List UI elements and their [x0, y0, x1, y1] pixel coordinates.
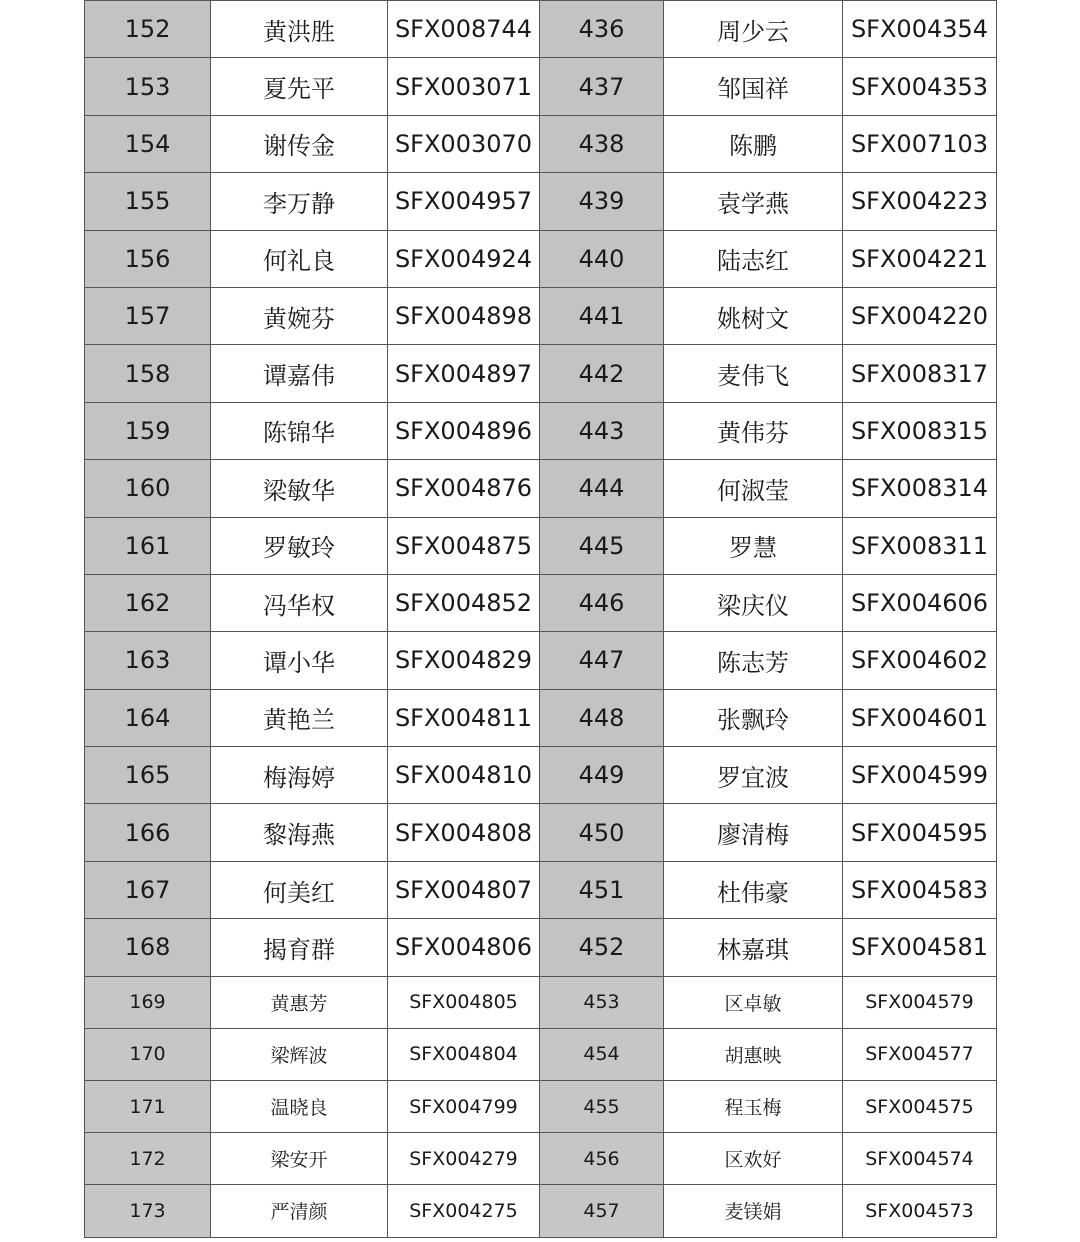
member-id-cell: SFX004804 — [388, 1028, 540, 1080]
member-id-cell: SFX004599 — [843, 747, 997, 804]
name-cell: 夏先平 — [211, 58, 388, 115]
seq-number-cell: 446 — [540, 574, 664, 631]
seq-number-cell: 167 — [85, 861, 211, 918]
name-cell: 何淑莹 — [664, 460, 843, 517]
seq-number-cell: 438 — [540, 115, 664, 172]
seq-number-cell: 158 — [85, 345, 211, 402]
seq-number-cell: 172 — [85, 1133, 211, 1185]
seq-number-cell: 441 — [540, 287, 664, 344]
name-cell: 程玉梅 — [664, 1081, 843, 1133]
table-row — [85, 287, 997, 344]
member-id-cell: SFX004606 — [843, 574, 997, 631]
seq-number-cell: 453 — [540, 976, 664, 1028]
seq-number-cell: 443 — [540, 402, 664, 459]
name-cell: 周少云 — [664, 1, 843, 58]
table-row — [85, 976, 997, 1028]
member-id-cell: SFX004577 — [843, 1028, 997, 1080]
name-cell: 陆志红 — [664, 230, 843, 287]
seq-number-cell: 161 — [85, 517, 211, 574]
member-id-cell: SFX004805 — [388, 976, 540, 1028]
member-id-cell: SFX008744 — [388, 1, 540, 58]
member-id-cell: SFX004875 — [388, 517, 540, 574]
table-row — [85, 1028, 997, 1080]
seq-number-cell: 157 — [85, 287, 211, 344]
name-cell: 区卓敏 — [664, 976, 843, 1028]
seq-number-cell: 155 — [85, 173, 211, 230]
member-id-cell: SFX004354 — [843, 1, 997, 58]
member-id-cell: SFX004275 — [388, 1185, 540, 1237]
name-cell: 林嘉琪 — [664, 919, 843, 976]
name-cell: 梅海婷 — [211, 747, 388, 804]
member-id-cell: SFX004223 — [843, 173, 997, 230]
member-id-cell: SFX004575 — [843, 1081, 997, 1133]
member-id-cell: SFX004220 — [843, 287, 997, 344]
member-id-cell: SFX004221 — [843, 230, 997, 287]
table-row — [85, 230, 997, 287]
seq-number-cell: 171 — [85, 1081, 211, 1133]
seq-number-cell: 447 — [540, 632, 664, 689]
seq-number-cell: 165 — [85, 747, 211, 804]
member-id-cell: SFX004807 — [388, 861, 540, 918]
seq-number-cell: 437 — [540, 58, 664, 115]
name-cell: 姚树文 — [664, 287, 843, 344]
name-cell: 梁辉波 — [211, 1028, 388, 1080]
name-cell: 黎海燕 — [211, 804, 388, 861]
seq-number-cell: 442 — [540, 345, 664, 402]
member-id-cell: SFX004852 — [388, 574, 540, 631]
name-cell: 黄惠芳 — [211, 976, 388, 1028]
name-cell: 陈志芳 — [664, 632, 843, 689]
seq-number-cell: 449 — [540, 747, 664, 804]
seq-number-cell: 455 — [540, 1081, 664, 1133]
roster-table — [84, 0, 997, 1238]
table-row — [85, 517, 997, 574]
name-cell: 区欢好 — [664, 1133, 843, 1185]
name-cell: 杜伟豪 — [664, 861, 843, 918]
seq-number-cell: 439 — [540, 173, 664, 230]
name-cell: 揭育群 — [211, 919, 388, 976]
member-id-cell: SFX004583 — [843, 861, 997, 918]
name-cell: 谭嘉伟 — [211, 345, 388, 402]
member-id-cell: SFX004799 — [388, 1081, 540, 1133]
member-id-cell: SFX003071 — [388, 58, 540, 115]
member-id-cell: SFX004810 — [388, 747, 540, 804]
table-row — [85, 402, 997, 459]
seq-number-cell: 166 — [85, 804, 211, 861]
seq-number-cell: 445 — [540, 517, 664, 574]
name-cell: 罗宜波 — [664, 747, 843, 804]
seq-number-cell: 156 — [85, 230, 211, 287]
member-id-cell: SFX004811 — [388, 689, 540, 746]
member-id-cell: SFX004898 — [388, 287, 540, 344]
name-cell: 黄伟芬 — [664, 402, 843, 459]
name-cell: 陈鹏 — [664, 115, 843, 172]
member-id-cell: SFX004924 — [388, 230, 540, 287]
name-cell: 温晓良 — [211, 1081, 388, 1133]
name-cell: 谢传金 — [211, 115, 388, 172]
name-cell: 何礼良 — [211, 230, 388, 287]
member-id-cell: SFX004601 — [843, 689, 997, 746]
seq-number-cell: 452 — [540, 919, 664, 976]
seq-number-cell: 160 — [85, 460, 211, 517]
name-cell: 梁安开 — [211, 1133, 388, 1185]
seq-number-cell: 454 — [540, 1028, 664, 1080]
name-cell: 陈锦华 — [211, 402, 388, 459]
table-row — [85, 1133, 997, 1185]
member-id-cell: SFX004806 — [388, 919, 540, 976]
member-id-cell: SFX004876 — [388, 460, 540, 517]
name-cell: 谭小华 — [211, 632, 388, 689]
member-id-cell: SFX004573 — [843, 1185, 997, 1237]
table-row — [85, 1081, 997, 1133]
member-id-cell: SFX004808 — [388, 804, 540, 861]
seq-number-cell: 163 — [85, 632, 211, 689]
seq-number-cell: 440 — [540, 230, 664, 287]
seq-number-cell: 448 — [540, 689, 664, 746]
seq-number-cell: 152 — [85, 1, 211, 58]
member-id-cell: SFX004279 — [388, 1133, 540, 1185]
name-cell: 罗敏玲 — [211, 517, 388, 574]
name-cell: 袁学燕 — [664, 173, 843, 230]
seq-number-cell: 456 — [540, 1133, 664, 1185]
name-cell: 梁敏华 — [211, 460, 388, 517]
table-row — [85, 1185, 997, 1237]
name-cell: 麦镁娟 — [664, 1185, 843, 1237]
name-cell: 梁庆仪 — [664, 574, 843, 631]
member-id-cell: SFX008311 — [843, 517, 997, 574]
name-cell: 何美红 — [211, 861, 388, 918]
table-row — [85, 1, 997, 58]
seq-number-cell: 457 — [540, 1185, 664, 1237]
table-row — [85, 747, 997, 804]
table-row — [85, 804, 997, 861]
seq-number-cell: 451 — [540, 861, 664, 918]
member-id-cell: SFX004829 — [388, 632, 540, 689]
table-row — [85, 345, 997, 402]
member-id-cell: SFX004602 — [843, 632, 997, 689]
table-row — [85, 689, 997, 746]
table-row — [85, 460, 997, 517]
table-row — [85, 115, 997, 172]
seq-number-cell: 170 — [85, 1028, 211, 1080]
name-cell: 李万静 — [211, 173, 388, 230]
seq-number-cell: 164 — [85, 689, 211, 746]
seq-number-cell: 168 — [85, 919, 211, 976]
member-id-cell: SFX004574 — [843, 1133, 997, 1185]
seq-number-cell: 169 — [85, 976, 211, 1028]
member-id-cell: SFX008315 — [843, 402, 997, 459]
table-row — [85, 173, 997, 230]
seq-number-cell: 154 — [85, 115, 211, 172]
name-cell: 麦伟飞 — [664, 345, 843, 402]
seq-number-cell: 436 — [540, 1, 664, 58]
name-cell: 黄婉芬 — [211, 287, 388, 344]
name-cell: 胡惠映 — [664, 1028, 843, 1080]
table-row — [85, 574, 997, 631]
table-row — [85, 919, 997, 976]
member-id-cell: SFX004595 — [843, 804, 997, 861]
member-id-cell: SFX004957 — [388, 173, 540, 230]
name-cell: 张飘玲 — [664, 689, 843, 746]
name-cell: 冯华权 — [211, 574, 388, 631]
member-id-cell: SFX008314 — [843, 460, 997, 517]
name-cell: 罗慧 — [664, 517, 843, 574]
member-id-cell: SFX003070 — [388, 115, 540, 172]
seq-number-cell: 159 — [85, 402, 211, 459]
name-cell: 黄艳兰 — [211, 689, 388, 746]
member-id-cell: SFX008317 — [843, 345, 997, 402]
member-id-cell: SFX004579 — [843, 976, 997, 1028]
roster-body — [85, 1, 997, 1238]
member-id-cell: SFX007103 — [843, 115, 997, 172]
member-id-cell: SFX004897 — [388, 345, 540, 402]
seq-number-cell: 444 — [540, 460, 664, 517]
seq-number-cell: 162 — [85, 574, 211, 631]
name-cell: 黄洪胜 — [211, 1, 388, 58]
seq-number-cell: 173 — [85, 1185, 211, 1237]
name-cell: 廖清梅 — [664, 804, 843, 861]
member-id-cell: SFX004581 — [843, 919, 997, 976]
name-cell: 邹国祥 — [664, 58, 843, 115]
seq-number-cell: 450 — [540, 804, 664, 861]
table-row — [85, 861, 997, 918]
table-row — [85, 58, 997, 115]
seq-number-cell: 153 — [85, 58, 211, 115]
table-row — [85, 632, 997, 689]
name-cell: 严清颜 — [211, 1185, 388, 1237]
member-id-cell: SFX004896 — [388, 402, 540, 459]
member-id-cell: SFX004353 — [843, 58, 997, 115]
